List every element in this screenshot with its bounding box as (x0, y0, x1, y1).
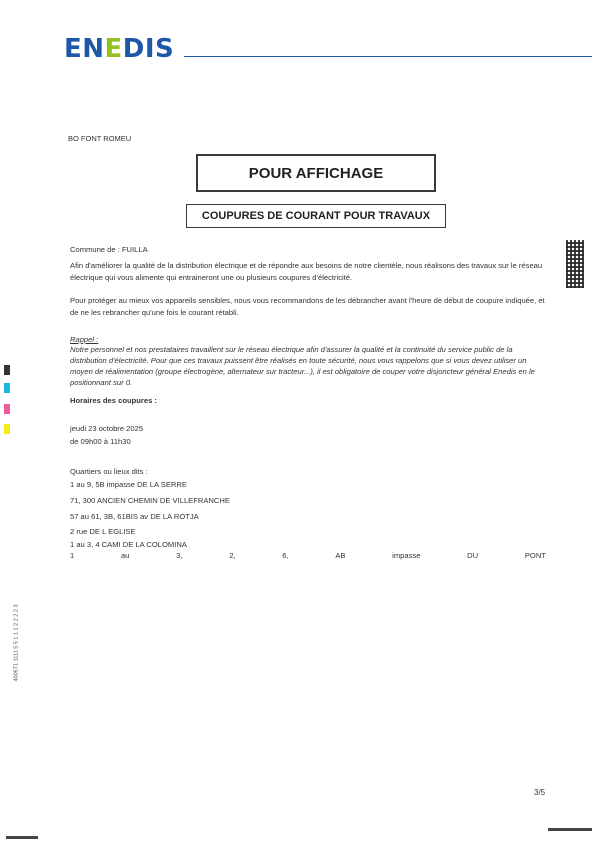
outage-date: jeudi 23 octobre 2025 (70, 424, 144, 433)
qr-code-icon (566, 240, 584, 288)
commune-line: Commune de : FUILLA (70, 245, 148, 254)
list-item: 1 au 9, 5B impasse DE LA SERRE (70, 480, 187, 489)
list-item: 1 au 3, 4 CAMI DE LA COLOMINA (70, 540, 187, 549)
print-mark-cyan (4, 383, 10, 393)
outage-hours: de 09h00 à 11h30 (70, 437, 131, 446)
enedis-logo (64, 34, 174, 64)
row-token: DU (467, 551, 479, 560)
header-rule (184, 56, 592, 57)
quartiers-label: Quartiers ou lieux dits : (70, 467, 148, 476)
paragraph-intro: Afin d'améliorer la qualité de la distribution électrique et de répondre aux besoins de notre clientèle, nous réalisons des travaux sur le réseau électrique qui vous alimente qui entraineront une ou plusieurs coupures d'électricité. (70, 261, 543, 282)
row-token: 6, (282, 551, 289, 560)
scan-bar-left (6, 836, 38, 839)
list-item: 71, 300 ANCIEN CHEMIN DE VILLEFRANCHE (70, 496, 230, 505)
logo-part-en: EN (64, 34, 105, 64)
title-coupures (186, 204, 446, 228)
print-mark-magenta (4, 404, 10, 414)
row-token: au (120, 551, 130, 560)
paragraph-protection: Pour protéger au mieux vos appareils sensibles, nous vous recommandons de les débrancher avant l'heure de début de coupure indiquée, et de ne les rebrancher qu'une fois le courant rétabli. (70, 296, 545, 317)
list-item: 2 rue DE L EGLISE (70, 527, 136, 536)
page-number: 3/5 (534, 788, 546, 797)
row-token: 1 (70, 551, 75, 560)
row-token: AB (335, 551, 346, 560)
row-token: 2, (229, 551, 236, 560)
rappel-text: Notre personnel et nos prestataires travaillent sur le réseau électrique afin d'assurer la qualité et la continuité du service public de la distribution d'électricité. Pour que ces travaux puissent être réalisés en toute sécurité, nous vous rappelons que si vous devez utiliser un moyen de réalimentation (groupe électrogène, alternateur sur tracteur...), il est obligatoire de couper votre disjoncteur général Enedis en le positionnant sur 0. (70, 345, 535, 387)
horaires-label: Horaires des coupures : (70, 396, 157, 405)
list-item: 57 au 61, 3B, 61BIS av DE LA ROTJA (70, 512, 199, 521)
title-primary-text: POUR AFFICHAGE (248, 164, 384, 182)
logo-part-e: E (104, 34, 123, 64)
print-mark-black (4, 365, 10, 375)
address-row-spread (70, 551, 546, 560)
print-mark-yellow (4, 424, 10, 434)
rappel-label: Rappel : (70, 335, 99, 344)
scan-bar-right (548, 828, 592, 831)
row-token: PONT (524, 551, 546, 560)
title-secondary-text: COUPURES DE COURANT POUR TRAVAUX (201, 210, 431, 222)
row-token: impasse (392, 551, 421, 560)
side-code: 4006T1 1111 5 5 1 1 1 2 2 2 2 3 (13, 604, 20, 682)
row-token: 3, (176, 551, 183, 560)
sender-name: BO FONT ROMEU (68, 134, 132, 143)
title-pour-affichage (196, 154, 436, 192)
logo-part-dis: DIS (122, 34, 175, 64)
